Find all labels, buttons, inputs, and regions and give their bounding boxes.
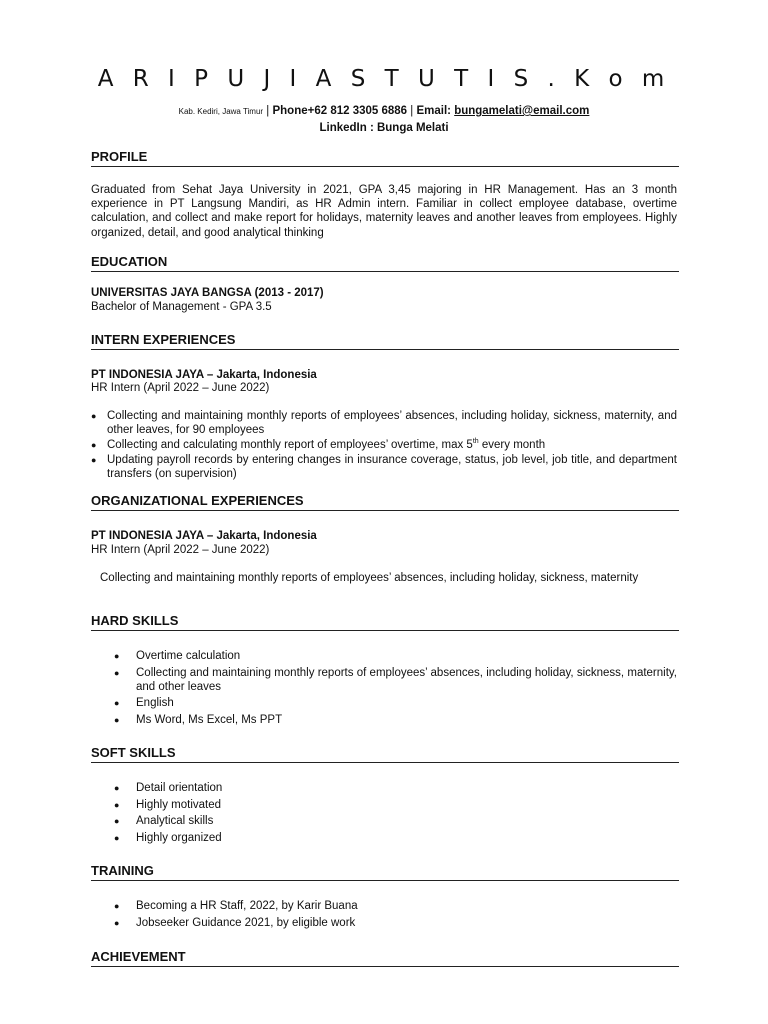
list-item: ● Updating payroll records by entering changes in insurance coverage, status, job level, job title, and department transfers (on supervision) (91, 454, 677, 480)
list-item: ● Jobseeker Guidance 2021, by eligible work (114, 916, 356, 929)
list-item: ● Collecting and maintaining monthly reports of employees’ absences, including holiday, sickness, maternity, and other leaves (114, 666, 677, 693)
bullet-icon: ● (91, 455, 97, 465)
location-text: Kab. Kediri, Jawa Timur (178, 107, 264, 116)
education-school: UNIVERSITAS JAYA BANGSA (2013 - 2017) (91, 287, 324, 299)
intern-role: HR Intern (April 2022 – June 2022) (91, 382, 270, 394)
list-item: ● Collecting and calculating monthly report of employees’ overtime, max 5th every month (91, 438, 546, 451)
email-label: Email: (416, 105, 451, 117)
section-title-intern: INTERN EXPERIENCES (91, 332, 679, 350)
list-item: ● Collecting and maintaining monthly reports of employees’ absences, including holiday, sickness, maternity, and other leaves, for 90 employees (91, 410, 677, 436)
education-degree: Bachelor of Management - GPA 3.5 (91, 301, 272, 313)
contact-line (0, 105, 768, 117)
linkedin-text: LinkedIn : Bunga Melati (319, 122, 449, 134)
list-item: ● Becoming a HR Staff, 2022, by Karir Buana (114, 900, 358, 912)
list-item: ● Highly motivated (114, 798, 222, 811)
list-item: ● English (114, 697, 174, 709)
bullet-icon: ● (91, 411, 97, 421)
section-title-hard-skills: HARD SKILLS (91, 613, 679, 631)
bullet-icon: ● (114, 799, 120, 810)
intern-company: PT INDONESIA JAYA – Jakarta, Indonesia (91, 369, 317, 381)
bullet-icon: ● (114, 783, 120, 793)
list-item: ● Highly organized (114, 831, 222, 844)
list-item: ● Analytical skills (114, 815, 214, 827)
org-role: HR Intern (April 2022 – June 2022) (91, 544, 270, 556)
phone-label: Phone (272, 105, 308, 117)
org-company: PT INDONESIA JAYA – Jakarta, Indonesia (91, 530, 317, 542)
section-title-profile: PROFILE (91, 149, 679, 167)
list-item: ● Ms Word, Ms Excel, Ms PPT (114, 713, 283, 726)
list-item: ● Detail orientation (114, 782, 223, 794)
hard-skills-list (114, 649, 677, 729)
org-text: Collecting and maintaining monthly reports of employees’ absences, including holiday, sickness, maternity (100, 572, 639, 584)
training-list (114, 899, 677, 932)
section-title-achievement: ACHIEVEMENT (91, 949, 679, 967)
bullet-icon: ● (114, 901, 120, 911)
bullet-icon: ● (114, 667, 120, 678)
section-title-training: TRAINING (91, 863, 679, 881)
separator: | (266, 105, 273, 117)
bullet-icon: ● (114, 832, 120, 843)
list-item: ● Overtime calculation (114, 650, 241, 662)
intern-bullet-list (91, 409, 677, 482)
phone-number: +62 812 3305 6886 (307, 105, 408, 117)
candidate-name: A R I P U J I A S T U T I S . K o m (97, 66, 671, 92)
separator: | (410, 105, 417, 117)
bullet-icon: ● (114, 816, 120, 826)
section-title-organizational: ORGANIZATIONAL EXPERIENCES (91, 493, 679, 511)
profile-text: Graduated from Sehat Jaya University in 2021, GPA 3,45 majoring in HR Management. Has an 3 month experience in PT Langsung Mandiri, as HR Admin intern. Familiar in collect employee database, overtime calculation, and collect and make report for holidays, maternity leaves and another leaves from employees. Highly organized, detail, and good analytical thinking (91, 184, 677, 239)
email-link[interactable]: bungamelati@email.com (454, 105, 590, 117)
section-title-education: EDUCATION (91, 254, 679, 272)
bullet-icon: ● (114, 714, 120, 725)
section-title-soft-skills: SOFT SKILLS (91, 745, 679, 763)
bullet-icon: ● (91, 440, 97, 450)
bullet-icon: ● (114, 917, 120, 928)
bullet-icon: ● (114, 651, 120, 661)
bullet-icon: ● (114, 698, 120, 708)
soft-skills-list (114, 781, 677, 847)
